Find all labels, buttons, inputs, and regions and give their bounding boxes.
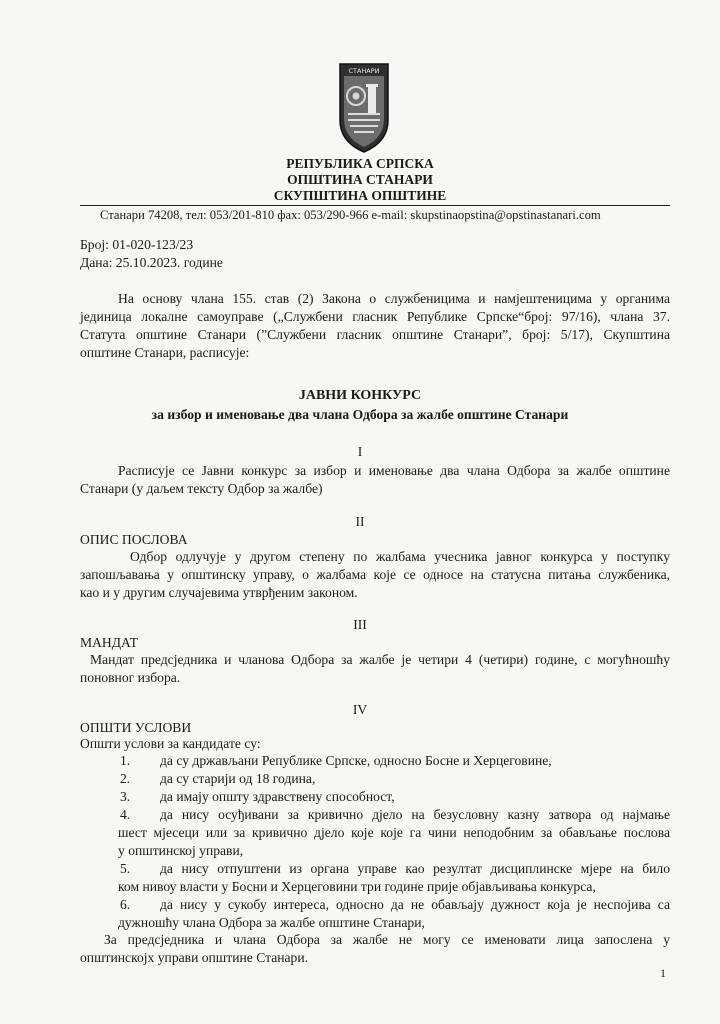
section1-line: Расписује се Јавни конкурс за избор и именовање два члана Одбора за жалбе општине	[118, 463, 670, 478]
document-subtitle: за избор и именовање два члана Одбора за жалбе општине Станари	[151, 407, 569, 422]
section-numeral: I	[357, 444, 363, 459]
section-heading: МАНДАТ	[80, 635, 138, 650]
municipality-crest-icon	[338, 62, 390, 154]
section-heading: ОПШТИ УСЛОВИ	[80, 720, 192, 735]
section2-line: Одбор одлучује у другом степену по жалбама учесника јавног конкурса у поступку	[130, 549, 670, 564]
header-assembly: СКУПШТИНА ОПШТИНЕ	[273, 188, 447, 203]
section2-line: запошљавања у општинску управу, о жалбама које се односе на статусна питања службеника,	[80, 567, 670, 582]
reference-number: Број: 01-020-123/23	[80, 237, 194, 252]
list-item-text: у општинској управи,	[118, 843, 244, 858]
list-item-text: да нису отпуштени из органа управе као резултат дисциплинске мјере на било	[160, 861, 670, 876]
header-contact: Станари 74208, тел: 053/201-810 фах: 053/290-966 e-mail: skupstinaopstina@opstinastanari.com	[100, 208, 601, 222]
list-item-text: да имају општу здравствену способност,	[160, 789, 395, 804]
header-republic: РЕПУБЛИКА СРПСКА	[286, 156, 434, 171]
section4-lead: Општи услови за кандидате су:	[80, 736, 261, 751]
page-number: 1	[660, 966, 666, 980]
section-heading: ОПИС ПОСЛОВА	[80, 532, 188, 547]
header-municipality: ОПШТИНА СТАНАРИ	[287, 172, 433, 187]
list-item-number: 1.	[120, 753, 131, 768]
document-title: ЈАВНИ КОНКУРС	[298, 388, 422, 403]
list-item-text: ком нивоу власти у Босни и Херцеговини три године прије објављивања конкурса,	[118, 879, 596, 894]
section3-line: поновног избора.	[80, 670, 181, 685]
list-item-text: да нису у сукобу интереса, односно да не обављају дужност која је неспојива са	[160, 897, 670, 912]
section-numeral: II	[355, 514, 365, 529]
list-item-number: 5.	[120, 861, 131, 876]
intro-line: На основу члана 155. став (2) Закона о службеницима и намјештеницима у органима	[118, 291, 670, 306]
intro-line: Статута општине Станари (”Службени гласник општине Станари”, број: 5/17), Скупштина	[80, 327, 670, 342]
list-item-text: дужношћу члана Одбора за жалбе општине Станари,	[118, 915, 425, 930]
intro-line: општине Станари, расписује:	[80, 345, 250, 360]
section2-line: као и у другим случајевима утврђеним законом.	[80, 585, 358, 600]
list-item-text: да нису осуђивани за кривично дјело на безусловну казну затвора од најмање	[160, 807, 670, 822]
list-item-number: 6.	[120, 897, 131, 912]
section-numeral: III	[353, 617, 367, 632]
section4-closing: За предсједника и члана Одбора за жалбе не могу се именовати лица запослена у	[104, 932, 670, 947]
svg-text:СТАНАРИ: СТАНАРИ	[348, 67, 380, 75]
intro-line: јединица локалне самоуправе („Службени гласник Републике Српске“број: 97/16), члана 37.	[80, 309, 670, 324]
list-item-number: 3.	[120, 789, 131, 804]
list-item-number: 2.	[120, 771, 131, 786]
reference-date: Дана: 25.10.2023. године	[80, 255, 223, 270]
section1-line: Станари (у даљем тексту Одбор за жалбе)	[80, 481, 323, 496]
section-numeral: IV	[352, 702, 368, 717]
header-divider	[80, 205, 670, 206]
list-item-text: шест мјесеци или за кривично дјело које које га чини неподобним за обављање послова	[118, 825, 670, 840]
list-item-number: 4.	[120, 807, 131, 822]
list-item-text: да су старији од 18 година,	[160, 771, 316, 786]
list-item-text: да су држављани Републике Српске, односно Босне и Херцеговине,	[160, 753, 552, 768]
section3-line: Мандат предсједника и чланова Одбора за жалбе је четири 4 (четири) године, с могућношћу	[90, 652, 670, 667]
section4-closing: општинскојх управи општине Станари.	[80, 950, 309, 965]
